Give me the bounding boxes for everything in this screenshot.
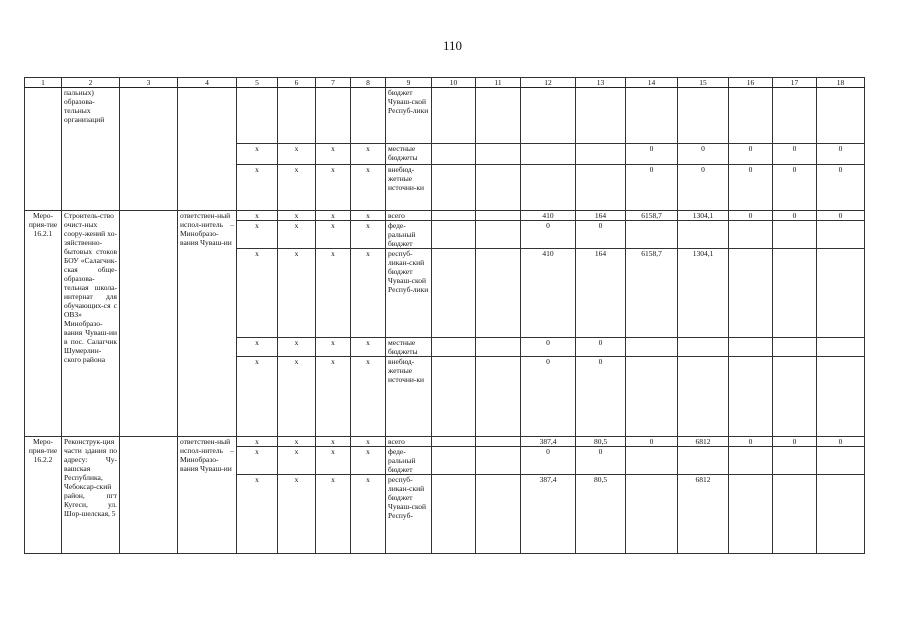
value-cell: 0 (626, 437, 678, 447)
value-cell (817, 447, 865, 475)
empty-cell (120, 88, 178, 211)
column-header-6: 6 (278, 78, 316, 88)
marker-cell: x (351, 338, 386, 357)
table-row (25, 211, 865, 221)
empty-cell (432, 221, 476, 249)
value-cell (521, 144, 576, 165)
value-cell (729, 88, 773, 144)
executor-cell: ответствен-ный испол-нитель – Минобразо-вания Чуваш-ии (178, 437, 237, 554)
value-cell (773, 88, 817, 144)
value-cell: 0 (521, 357, 576, 437)
value-cell: 0 (729, 211, 773, 221)
marker-cell: x (316, 475, 351, 554)
empty-cell (476, 211, 521, 221)
empty-cell (476, 249, 521, 338)
value-cell (626, 221, 678, 249)
marker-cell (278, 88, 316, 144)
value-cell: 0 (521, 221, 576, 249)
marker-cell: x (351, 447, 386, 475)
funding-source-cell: респуб-ликан-ский бюджет Чуваш-ской Респуб-лики (386, 249, 432, 338)
value-cell (817, 249, 865, 338)
funding-source-cell: внебюд-жетные источни-ки (386, 357, 432, 437)
marker-cell: x (237, 144, 278, 165)
column-header-16: 16 (729, 78, 773, 88)
value-cell (817, 475, 865, 554)
column-header-17: 17 (773, 78, 817, 88)
value-cell: 0 (817, 165, 865, 211)
value-cell (626, 88, 678, 144)
marker-cell: x (316, 221, 351, 249)
value-cell: 6158,7 (626, 211, 678, 221)
value-cell: 164 (576, 211, 626, 221)
marker-cell: x (316, 249, 351, 338)
value-cell (678, 338, 729, 357)
empty-cell (432, 165, 476, 211)
column-header-5: 5 (237, 78, 278, 88)
value-cell (773, 338, 817, 357)
marker-cell: x (237, 338, 278, 357)
column-header-2: 2 (62, 78, 120, 88)
empty-cell (476, 437, 521, 447)
executor-cell: ответствен-ный испол-нитель – Минобразо-вания Чуваш-ии (178, 211, 237, 437)
funding-source-cell: феде-ральный бюджет (386, 447, 432, 475)
marker-cell: x (237, 357, 278, 437)
empty-cell (432, 357, 476, 437)
funding-source-cell: местные бюджеты (386, 338, 432, 357)
value-cell: 0 (817, 437, 865, 447)
value-cell: 387,4 (521, 437, 576, 447)
funding-source-cell: феде-ральный бюджет (386, 221, 432, 249)
marker-cell: x (351, 475, 386, 554)
measure-number-cell: Меро-прия-тие 16.2.1 (25, 211, 62, 437)
empty-cell (432, 447, 476, 475)
column-header-18: 18 (817, 78, 865, 88)
marker-cell: x (278, 437, 316, 447)
marker-cell: x (237, 475, 278, 554)
value-cell: 0 (626, 144, 678, 165)
column-header-1: 1 (25, 78, 62, 88)
value-cell (678, 447, 729, 475)
value-cell: 0 (773, 144, 817, 165)
value-cell: 0 (773, 165, 817, 211)
empty-cell (476, 88, 521, 144)
empty-cell (432, 249, 476, 338)
table-body (25, 78, 865, 554)
value-cell (626, 475, 678, 554)
value-cell (729, 249, 773, 338)
executor-cell (178, 88, 237, 211)
marker-cell: x (237, 211, 278, 221)
marker-cell: x (316, 211, 351, 221)
funding-source-cell: бюджет Чуваш-ской Респуб-лики (386, 88, 432, 144)
marker-cell: x (278, 475, 316, 554)
value-cell (773, 475, 817, 554)
value-cell (576, 144, 626, 165)
marker-cell: x (316, 338, 351, 357)
empty-cell (432, 338, 476, 357)
marker-cell (316, 88, 351, 144)
value-cell: 0 (576, 357, 626, 437)
value-cell (773, 357, 817, 437)
column-header-15: 15 (678, 78, 729, 88)
marker-cell: x (278, 249, 316, 338)
value-cell: 410 (521, 211, 576, 221)
value-cell: 0 (521, 338, 576, 357)
value-cell: 387,4 (521, 475, 576, 554)
value-cell (773, 221, 817, 249)
empty-cell (120, 437, 178, 554)
value-cell (817, 338, 865, 357)
funding-source-cell: всего (386, 211, 432, 221)
funding-source-cell: внебюд-жетные источни-ки (386, 165, 432, 211)
value-cell: 6812 (678, 475, 729, 554)
value-cell (729, 475, 773, 554)
value-cell: 1304,1 (678, 211, 729, 221)
marker-cell: x (351, 437, 386, 447)
marker-cell: x (316, 357, 351, 437)
value-cell: 0 (626, 165, 678, 211)
value-cell (729, 338, 773, 357)
marker-cell: x (237, 437, 278, 447)
value-cell: 0 (729, 144, 773, 165)
value-cell: 0 (521, 447, 576, 475)
empty-cell (432, 88, 476, 144)
marker-cell: x (316, 144, 351, 165)
column-header-3: 3 (120, 78, 178, 88)
marker-cell: x (278, 338, 316, 357)
value-cell: 0 (576, 221, 626, 249)
value-cell: 1304,1 (678, 249, 729, 338)
value-cell: 0 (817, 144, 865, 165)
value-cell: 0 (576, 447, 626, 475)
marker-cell: x (278, 447, 316, 475)
marker-cell: x (351, 249, 386, 338)
column-header-13: 13 (576, 78, 626, 88)
value-cell (729, 447, 773, 475)
value-cell (678, 357, 729, 437)
marker-cell: x (351, 221, 386, 249)
marker-cell: x (316, 447, 351, 475)
value-cell (626, 447, 678, 475)
marker-cell: x (278, 144, 316, 165)
value-cell: 0 (729, 165, 773, 211)
value-cell (729, 221, 773, 249)
value-cell (521, 88, 576, 144)
funding-source-cell: респуб-ликан-ский бюджет Чуваш-ской Респуб- (386, 475, 432, 554)
marker-cell: x (237, 447, 278, 475)
empty-cell (476, 357, 521, 437)
value-cell (626, 357, 678, 437)
funding-source-cell: всего (386, 437, 432, 447)
header-row (25, 78, 865, 88)
funding-source-cell: местные бюджеты (386, 144, 432, 165)
table-row (25, 88, 865, 144)
value-cell (576, 88, 626, 144)
marker-cell: x (278, 221, 316, 249)
marker-cell: x (316, 165, 351, 211)
empty-cell (120, 211, 178, 437)
value-cell (817, 357, 865, 437)
marker-cell: x (351, 211, 386, 221)
measure-name-cell: Строитель-ство очист-ных соору-жений хо-зяйственно-бытовых стоков БОУ «Салагчик-ская обще-образова-тельная школа-интернат для обучающих-ся с ОВЗ» Минобразо-вания Чуваш-ии в пос. Салагчик Шумерлин-ского района (62, 211, 120, 437)
column-header-9: 9 (386, 78, 432, 88)
value-cell (678, 221, 729, 249)
marker-cell: x (237, 221, 278, 249)
marker-cell: x (351, 357, 386, 437)
column-header-7: 7 (316, 78, 351, 88)
measure-name-cell: пальных) образова-тельных организаций (62, 88, 120, 211)
marker-cell (351, 88, 386, 144)
measure-number-cell (25, 88, 62, 211)
empty-cell (432, 144, 476, 165)
value-cell: 0 (678, 144, 729, 165)
column-header-11: 11 (476, 78, 521, 88)
value-cell: 80,5 (576, 475, 626, 554)
marker-cell: x (351, 144, 386, 165)
value-cell: 0 (729, 437, 773, 447)
marker-cell: x (278, 211, 316, 221)
marker-cell: x (237, 249, 278, 338)
empty-cell (476, 338, 521, 357)
empty-cell (432, 437, 476, 447)
value-cell (729, 357, 773, 437)
value-cell: 6158,7 (626, 249, 678, 338)
value-cell (626, 338, 678, 357)
value-cell: 0 (773, 211, 817, 221)
value-cell (521, 165, 576, 211)
value-cell: 80,5 (576, 437, 626, 447)
value-cell: 0 (817, 211, 865, 221)
empty-cell (476, 221, 521, 249)
value-cell: 0 (576, 338, 626, 357)
value-cell (576, 165, 626, 211)
value-cell: 0 (773, 437, 817, 447)
marker-cell: x (351, 165, 386, 211)
marker-cell: x (237, 165, 278, 211)
page-number: 110 (442, 38, 463, 53)
value-cell: 0 (678, 165, 729, 211)
marker-cell: x (316, 437, 351, 447)
column-header-14: 14 (626, 78, 678, 88)
marker-cell: x (278, 357, 316, 437)
empty-cell (476, 165, 521, 211)
marker-cell (237, 88, 278, 144)
column-header-8: 8 (351, 78, 386, 88)
value-cell: 6812 (678, 437, 729, 447)
column-header-12: 12 (521, 78, 576, 88)
column-header-10: 10 (432, 78, 476, 88)
empty-cell (432, 211, 476, 221)
value-cell (773, 249, 817, 338)
empty-cell (476, 475, 521, 554)
empty-cell (476, 144, 521, 165)
measure-number-cell: Меро-прия-тие 16.2.2 (25, 437, 62, 554)
measure-name-cell: Реконструк-ция части здания по адресу: Чу-вашская Республика, Чебоксар-ский район, пгт Кугеси, ул. Шор-шелская, 5 (62, 437, 120, 554)
marker-cell: x (278, 165, 316, 211)
value-cell: 410 (521, 249, 576, 338)
budget-table (24, 77, 865, 554)
value-cell (678, 88, 729, 144)
table-row (25, 437, 865, 447)
empty-cell (476, 447, 521, 475)
value-cell (817, 221, 865, 249)
column-header-4: 4 (178, 78, 237, 88)
value-cell (773, 447, 817, 475)
empty-cell (432, 475, 476, 554)
value-cell: 164 (576, 249, 626, 338)
value-cell (817, 88, 865, 144)
